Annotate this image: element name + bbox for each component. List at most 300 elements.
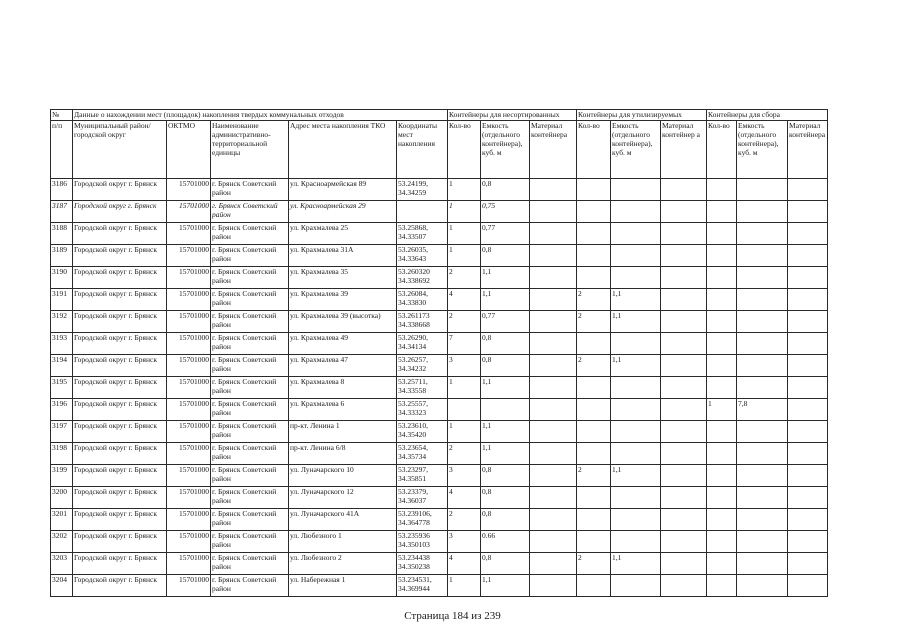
waste-sites-table [50,109,828,597]
cell-oktmo: 15701000 [167,289,211,311]
cell-material-recyclable [661,267,707,289]
cell-oktmo: 15701000 [167,399,211,421]
table-row [51,421,828,443]
cell-capacity-collection [737,487,788,509]
table-row [51,267,828,289]
cell-district: Городской округ г. Брянск [73,509,167,531]
cell-qty-collection [707,443,737,465]
cell-material-recyclable [661,509,707,531]
cell-capacity-recyclable: 1,1 [611,465,661,487]
cell-capacity-recyclable [611,443,661,465]
cell-capacity-sorted: 0,75 [481,201,530,223]
cell-material-collection [788,465,828,487]
header-group-collection: Контейнеры для сбора [707,110,828,121]
cell-capacity-sorted: 0,8 [481,553,530,575]
header-no: № [51,110,73,121]
cell-capacity-sorted: 1,1 [481,267,530,289]
table-row [51,201,828,223]
cell-number: 3197 [51,421,73,443]
cell-qty-sorted: 1 [448,201,481,223]
cell-material-collection [788,223,828,245]
cell-address: ул. Луначарского 10 [289,465,397,487]
cell-capacity-recyclable [611,333,661,355]
cell-qty-sorted: 3 [448,465,481,487]
cell-qty-sorted: 1 [448,377,481,399]
cell-capacity-collection [737,443,788,465]
cell-number: 3195 [51,377,73,399]
cell-coordinates: 53.23610, 34.35420 [397,421,448,443]
cell-district: Городской округ г. Брянск [73,245,167,267]
cell-material-sorted [530,289,577,311]
cell-oktmo: 15701000 [167,575,211,597]
cell-capacity-sorted: 1,1 [481,377,530,399]
cell-capacity-recyclable [611,509,661,531]
cell-capacity-collection [737,201,788,223]
table-row [51,179,828,201]
header-address: Адрес места накопления ТКО [289,121,397,179]
cell-address: ул. Красноармейская 89 [289,179,397,201]
cell-admin-unit: г. Брянск Советский район [211,377,289,399]
table-row [51,355,828,377]
cell-material-collection [788,399,828,421]
cell-material-recyclable [661,553,707,575]
cell-material-sorted [530,179,577,201]
cell-material-collection [788,487,828,509]
cell-material-collection [788,267,828,289]
cell-capacity-collection [737,465,788,487]
cell-oktmo: 15701000 [167,179,211,201]
cell-material-sorted [530,487,577,509]
cell-district: Городской округ г. Брянск [73,377,167,399]
cell-district: Городской округ г. Брянск [73,553,167,575]
cell-capacity-collection [737,575,788,597]
cell-capacity-sorted [481,399,530,421]
cell-coordinates: 53.260320 34.338692 [397,267,448,289]
cell-oktmo: 15701000 [167,377,211,399]
cell-capacity-sorted: 1,1 [481,443,530,465]
cell-qty-recyclable [577,223,611,245]
cell-material-recyclable [661,575,707,597]
cell-oktmo: 15701000 [167,509,211,531]
cell-qty-recyclable [577,179,611,201]
cell-address: ул. Крахмалева 39 [289,289,397,311]
cell-qty-collection [707,289,737,311]
cell-district: Городской округ г. Брянск [73,443,167,465]
cell-material-recyclable [661,179,707,201]
cell-capacity-collection [737,267,788,289]
cell-qty-sorted: 7 [448,333,481,355]
cell-district: Городской округ г. Брянск [73,465,167,487]
cell-qty-recyclable [577,399,611,421]
cell-qty-sorted: 1 [448,179,481,201]
cell-district: Городской округ г. Брянск [73,421,167,443]
cell-oktmo: 15701000 [167,553,211,575]
cell-number: 3194 [51,355,73,377]
cell-qty-sorted: 4 [448,553,481,575]
cell-qty-recyclable [577,201,611,223]
cell-capacity-recyclable [611,377,661,399]
cell-capacity-recyclable [611,223,661,245]
cell-material-sorted [530,531,577,553]
cell-capacity-recyclable [611,575,661,597]
cell-capacity-recyclable: 1,1 [611,311,661,333]
cell-address: ул. Крахмалева 31А [289,245,397,267]
cell-material-recyclable [661,465,707,487]
cell-capacity-recyclable [611,245,661,267]
cell-qty-collection [707,377,737,399]
cell-coordinates: 53.23654, 34.35734 [397,443,448,465]
cell-number: 3192 [51,311,73,333]
cell-capacity-sorted: 0,77 [481,311,530,333]
cell-material-recyclable [661,311,707,333]
cell-admin-unit: г. Брянск Советский район [211,399,289,421]
cell-capacity-recyclable [611,421,661,443]
cell-district: Городской округ г. Брянск [73,575,167,597]
cell-material-sorted [530,421,577,443]
cell-capacity-recyclable: 1,1 [611,553,661,575]
cell-number: 3190 [51,267,73,289]
cell-district: Городской округ г. Брянск [73,179,167,201]
cell-capacity-collection [737,553,788,575]
cell-address: ул. Крахмалева 49 [289,333,397,355]
cell-coordinates: 53.23379, 34.36037 [397,487,448,509]
header-group-recyclable: Контейнеры для утилизируемых [577,110,707,121]
cell-oktmo: 15701000 [167,245,211,267]
header-capacity-sorted: Емкость (отдельного контейнера), куб. м [481,121,530,179]
cell-coordinates: 53.24199, 34.34259 [397,179,448,201]
cell-admin-unit: г. Брянск Советский район [211,179,289,201]
cell-qty-sorted: 2 [448,267,481,289]
cell-admin-unit: г. Брянск Советский район [211,509,289,531]
header-district: Муниципальный район/городской округ [73,121,167,179]
cell-capacity-sorted: 0,8 [481,179,530,201]
cell-number: 3198 [51,443,73,465]
cell-qty-collection [707,465,737,487]
cell-capacity-sorted: 0,8 [481,487,530,509]
header-coordinates: Координаты мест накопления [397,121,448,179]
cell-capacity-collection [737,377,788,399]
cell-qty-recyclable [577,487,611,509]
cell-oktmo: 15701000 [167,531,211,553]
cell-address: ул. Любезного 1 [289,531,397,553]
header-columns-row [51,121,828,179]
cell-material-sorted [530,201,577,223]
cell-coordinates: 53.239106, 34.364778 [397,509,448,531]
cell-admin-unit: г. Брянск Советский район [211,311,289,333]
cell-material-collection [788,333,828,355]
cell-qty-collection [707,179,737,201]
cell-coordinates: 53.26035, 34.33643 [397,245,448,267]
cell-oktmo: 15701000 [167,223,211,245]
cell-material-collection [788,553,828,575]
cell-capacity-sorted: 0.66 [481,531,530,553]
cell-capacity-sorted: 0,8 [481,245,530,267]
cell-coordinates: 53.25557, 34.33323 [397,399,448,421]
cell-qty-sorted: 2 [448,311,481,333]
cell-capacity-collection [737,531,788,553]
cell-material-sorted [530,377,577,399]
cell-district: Городской округ г. Брянск [73,487,167,509]
cell-capacity-recyclable: 1,1 [611,289,661,311]
cell-qty-sorted: 2 [448,443,481,465]
header-np: п/п [51,121,73,179]
header-group-site: Данные о нахождении мест (площадок) накопления твердых коммунальных отходов [73,110,448,121]
cell-address: ул. Крахмалева 39 (высотка) [289,311,397,333]
cell-qty-recyclable [577,421,611,443]
cell-number: 3196 [51,399,73,421]
header-admin-unit: Наименование административно-территориальной единицы [211,121,289,179]
cell-district: Городской округ г. Брянск [73,311,167,333]
cell-material-sorted [530,245,577,267]
cell-material-sorted [530,443,577,465]
cell-capacity-collection [737,245,788,267]
cell-district: Городской округ г. Брянск [73,267,167,289]
cell-material-sorted [530,267,577,289]
cell-admin-unit: г. Брянск Советский район [211,201,289,223]
cell-coordinates: 53.26290, 34.34134 [397,333,448,355]
cell-material-collection [788,575,828,597]
cell-oktmo: 15701000 [167,421,211,443]
cell-qty-collection [707,487,737,509]
cell-capacity-collection [737,223,788,245]
cell-admin-unit: г. Брянск Советский район [211,487,289,509]
cell-material-recyclable [661,487,707,509]
cell-admin-unit: г. Брянск Советский район [211,465,289,487]
cell-admin-unit: г. Брянск Советский район [211,421,289,443]
header-capacity-recyclable: Емкость (отдельного контейнера), куб. м [611,121,661,179]
cell-address: ул. Любезного 2 [289,553,397,575]
cell-oktmo: 15701000 [167,465,211,487]
cell-qty-collection [707,509,737,531]
cell-number: 3193 [51,333,73,355]
cell-qty-recyclable [577,267,611,289]
cell-district: Городской округ г. Брянск [73,201,167,223]
cell-qty-recyclable [577,245,611,267]
cell-material-sorted [530,465,577,487]
cell-number: 3202 [51,531,73,553]
cell-qty-sorted: 3 [448,531,481,553]
cell-material-collection [788,355,828,377]
cell-admin-unit: г. Брянск Советский район [211,223,289,245]
cell-number: 3187 [51,201,73,223]
table-row [51,223,828,245]
cell-number: 3201 [51,509,73,531]
cell-address: ул. Красноармейская 29 [289,201,397,223]
cell-qty-recyclable: 2 [577,311,611,333]
cell-qty-recyclable [577,443,611,465]
cell-number: 3203 [51,553,73,575]
cell-address: ул. Луначарского 12 [289,487,397,509]
cell-oktmo: 15701000 [167,487,211,509]
cell-address: ул. Крахмалева 6 [289,399,397,421]
cell-capacity-collection: 7,8 [737,399,788,421]
cell-material-sorted [530,509,577,531]
cell-capacity-collection [737,333,788,355]
cell-capacity-recyclable [611,179,661,201]
cell-material-collection [788,377,828,399]
table-row [51,311,828,333]
cell-material-collection [788,245,828,267]
cell-capacity-recyclable [611,267,661,289]
cell-coordinates: 53.25711, 34.33558 [397,377,448,399]
cell-coordinates: 53.234438 34.350238 [397,553,448,575]
cell-qty-recyclable [577,531,611,553]
cell-material-recyclable [661,377,707,399]
cell-capacity-sorted: 0,8 [481,465,530,487]
cell-qty-sorted: 1 [448,223,481,245]
cell-address: пр-кт. Ленина 6/8 [289,443,397,465]
table-row [51,399,828,421]
cell-qty-collection [707,333,737,355]
cell-address: ул. Крахмалева 25 [289,223,397,245]
cell-admin-unit: г. Брянск Советский район [211,575,289,597]
cell-material-collection [788,289,828,311]
table-row [51,377,828,399]
cell-material-sorted [530,553,577,575]
cell-capacity-recyclable [611,201,661,223]
header-qty-collection: Кол-во [707,121,737,179]
cell-address: ул. Набережная 1 [289,575,397,597]
table-row [51,509,828,531]
cell-coordinates: 53.25868, 34.33507 [397,223,448,245]
cell-qty-collection [707,421,737,443]
cell-coordinates: 53.23297, 34.35851 [397,465,448,487]
cell-qty-collection [707,355,737,377]
cell-number: 3200 [51,487,73,509]
table-row [51,531,828,553]
cell-material-sorted [530,223,577,245]
cell-district: Городской округ г. Брянск [73,333,167,355]
cell-address: ул. Луначарского 41А [289,509,397,531]
cell-oktmo: 15701000 [167,355,211,377]
cell-material-recyclable [661,201,707,223]
cell-qty-sorted: 1 [448,575,481,597]
header-qty-recyclable: Кол-во [577,121,611,179]
cell-qty-collection [707,201,737,223]
cell-capacity-collection [737,355,788,377]
cell-material-collection [788,421,828,443]
cell-coordinates [397,201,448,223]
header-oktmo: ОКТМО [167,121,211,179]
cell-material-collection [788,201,828,223]
cell-number: 3191 [51,289,73,311]
cell-district: Городской округ г. Брянск [73,289,167,311]
cell-capacity-recyclable [611,531,661,553]
cell-qty-collection [707,245,737,267]
cell-material-collection [788,509,828,531]
cell-address: ул. Крахмалева 8 [289,377,397,399]
header-material-sorted: Материал контейнера [530,121,577,179]
cell-number: 3186 [51,179,73,201]
cell-qty-collection [707,267,737,289]
cell-qty-recyclable: 2 [577,465,611,487]
cell-material-recyclable [661,443,707,465]
header-material-collection: Материал контейнера [788,121,828,179]
cell-admin-unit: г. Брянск Советский район [211,333,289,355]
cell-qty-collection: 1 [707,399,737,421]
header-group-sorted: Контейнеры для несортированных [448,110,577,121]
table-row [51,245,828,267]
table-row [51,553,828,575]
page-number: Страница 184 из 239 [404,610,501,622]
cell-admin-unit: г. Брянск Советский район [211,267,289,289]
cell-coordinates: 53.261173 34.338668 [397,311,448,333]
cell-material-collection [788,311,828,333]
cell-admin-unit: г. Брянск Советский район [211,443,289,465]
cell-qty-recyclable [577,333,611,355]
cell-material-collection [788,179,828,201]
cell-number: 3199 [51,465,73,487]
cell-qty-sorted: 2 [448,509,481,531]
cell-qty-collection [707,223,737,245]
cell-qty-sorted: 1 [448,421,481,443]
cell-capacity-sorted: 0,8 [481,509,530,531]
cell-material-sorted [530,575,577,597]
cell-capacity-collection [737,509,788,531]
cell-address: пр-кт. Ленина 1 [289,421,397,443]
cell-qty-sorted: 1 [448,245,481,267]
cell-district: Городской округ г. Брянск [73,399,167,421]
cell-material-recyclable [661,355,707,377]
cell-qty-collection [707,553,737,575]
cell-qty-collection [707,575,737,597]
cell-qty-collection [707,311,737,333]
cell-oktmo: 15701000 [167,333,211,355]
cell-capacity-sorted: 0,8 [481,355,530,377]
cell-capacity-recyclable [611,399,661,421]
cell-capacity-collection [737,289,788,311]
cell-capacity-recyclable: 1,1 [611,355,661,377]
cell-capacity-collection [737,421,788,443]
cell-material-sorted [530,311,577,333]
header-group-row [51,110,828,121]
cell-material-recyclable [661,289,707,311]
cell-qty-collection [707,531,737,553]
cell-material-recyclable [661,399,707,421]
cell-material-collection [788,531,828,553]
cell-qty-recyclable: 2 [577,289,611,311]
cell-material-recyclable [661,223,707,245]
cell-capacity-sorted: 1,1 [481,575,530,597]
cell-capacity-sorted: 1,1 [481,289,530,311]
cell-material-recyclable [661,245,707,267]
cell-qty-sorted: 3 [448,355,481,377]
cell-oktmo: 15701000 [167,311,211,333]
cell-address: ул. Крахмалева 35 [289,267,397,289]
cell-qty-recyclable [577,377,611,399]
cell-address: ул. Крахмалева 47 [289,355,397,377]
registry-table-container [50,109,828,597]
cell-qty-recyclable: 2 [577,553,611,575]
cell-admin-unit: г. Брянск Советский район [211,531,289,553]
table-row [51,487,828,509]
cell-admin-unit: г. Брянск Советский район [211,245,289,267]
cell-material-recyclable [661,333,707,355]
cell-material-recyclable [661,531,707,553]
cell-number: 3188 [51,223,73,245]
cell-oktmo: 15701000 [167,443,211,465]
header-material-recyclable: Материал контейнер а [661,121,707,179]
cell-capacity-recyclable [611,487,661,509]
cell-coordinates: 53.234531, 34.369944 [397,575,448,597]
cell-capacity-sorted: 0,77 [481,223,530,245]
cell-capacity-sorted: 1,1 [481,421,530,443]
cell-material-sorted [530,355,577,377]
cell-oktmo: 15701000 [167,201,211,223]
cell-coordinates: 53.235936 34.350103 [397,531,448,553]
table-row [51,289,828,311]
cell-material-sorted [530,399,577,421]
